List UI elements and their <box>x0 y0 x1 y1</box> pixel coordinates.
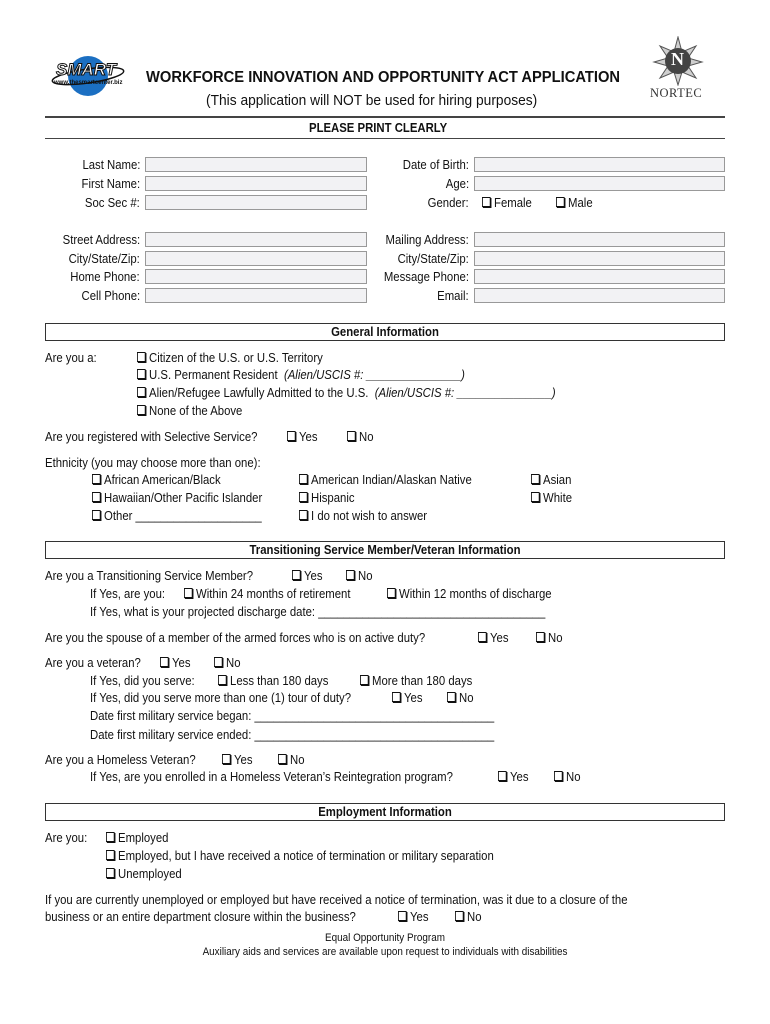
mailing-city-field[interactable] <box>474 251 725 266</box>
checkbox-icon[interactable] <box>455 911 464 921</box>
yes-label: Yes <box>410 909 429 924</box>
eth-asian-option[interactable] <box>531 472 571 488</box>
veteran-info-heading: Transitioning Service Member/Veteran Information <box>249 542 521 557</box>
closure-question-line2: business or an entire department closure within the business? <box>45 909 356 924</box>
eth-no-answer-label: I do not wish to answer <box>311 508 428 523</box>
message-phone-field[interactable] <box>474 269 725 284</box>
page-title: WORKFORCE INNOVATION AND OPPORTUNITY ACT APPLICATION <box>146 69 621 86</box>
smart-logo-url: www.thesmartcenter.biz <box>54 80 123 86</box>
reintegration-no-option[interactable] <box>554 769 581 785</box>
mailing-city-label: City/State/Zip: <box>397 251 469 266</box>
checkbox-icon[interactable] <box>554 771 563 781</box>
divider <box>45 116 725 118</box>
female-label: Female <box>494 195 532 210</box>
checkbox-icon[interactable] <box>299 474 308 484</box>
checkbox-icon[interactable] <box>392 692 401 702</box>
checkbox-icon[interactable] <box>218 675 227 685</box>
eth-no-answer-option[interactable] <box>299 508 427 524</box>
print-notice: PLEASE PRINT CLEARLY <box>309 120 448 135</box>
no-label: No <box>359 429 374 444</box>
nortec-logo-letter: N <box>671 49 684 69</box>
checkbox-icon[interactable] <box>92 474 101 484</box>
checkbox-icon[interactable] <box>531 474 540 484</box>
checkbox-icon[interactable] <box>482 197 491 207</box>
veteran-yes-option[interactable] <box>160 655 191 671</box>
first-name-label: First Name: <box>81 176 140 191</box>
nortec-logo-text: NORTEC <box>650 86 703 100</box>
checkbox-icon[interactable] <box>398 911 407 921</box>
general-info-header <box>45 323 725 341</box>
transitioning-no-option[interactable] <box>346 568 373 584</box>
yes-label: Yes <box>304 568 323 583</box>
eth-hawaiian-option[interactable] <box>92 490 262 506</box>
more-180-label: More than 180 days <box>372 673 473 688</box>
checkbox-icon[interactable] <box>498 771 507 781</box>
yes-label: Yes <box>299 429 318 444</box>
more-180-option[interactable] <box>360 673 472 689</box>
spouse-no-option[interactable] <box>536 630 563 646</box>
yes-label: Yes <box>490 630 509 645</box>
yes-label: Yes <box>172 655 191 670</box>
checkbox-icon[interactable] <box>531 492 540 502</box>
citizen-option[interactable] <box>137 350 323 366</box>
homeless-no-option[interactable] <box>278 752 305 768</box>
male-label: Male <box>568 195 593 210</box>
eth-asian-label: Asian <box>543 472 572 487</box>
street-field[interactable] <box>145 232 367 247</box>
dob-label: Date of Birth: <box>402 157 469 172</box>
checkbox-icon[interactable] <box>536 632 545 642</box>
yes-label: Yes <box>404 690 423 705</box>
yes-label: Yes <box>234 752 253 767</box>
checkbox-icon[interactable] <box>387 588 396 598</box>
eth-hispanic-option[interactable] <box>299 490 355 506</box>
eth-hawaiian-label: Hawaiian/Other Pacific Islander <box>104 490 263 505</box>
eth-african-option[interactable] <box>92 472 221 488</box>
tour-no-option[interactable] <box>447 690 474 706</box>
city-field[interactable] <box>145 251 367 266</box>
service-ended-line[interactable]: Date first military service ended: ______________________________________ <box>90 727 495 742</box>
mailing-field[interactable] <box>474 232 725 247</box>
resident-label: U.S. Permanent Resident <box>149 367 278 382</box>
footer <box>45 931 725 959</box>
age-label: Age: <box>445 176 469 191</box>
checkbox-icon[interactable] <box>222 754 231 764</box>
closure-question-line1: If you are currently unemployed or employed but have received a notice of termination, was it due to a closure of the <box>45 892 628 907</box>
checkbox-icon[interactable] <box>92 492 101 502</box>
checkbox-icon[interactable] <box>347 431 356 441</box>
eth-other-label: Other ____________________ <box>104 508 262 523</box>
checkbox-icon[interactable] <box>346 570 355 580</box>
less-180-option[interactable] <box>218 673 328 689</box>
did-you-serve-label: If Yes, did you serve: <box>90 673 195 688</box>
eth-white-option[interactable] <box>531 490 572 506</box>
veteran-no-option[interactable] <box>214 655 241 671</box>
eth-native-option[interactable] <box>299 472 472 488</box>
checkbox-icon[interactable] <box>137 352 146 362</box>
footer-line2: Auxiliary aids and services are available upon request to individuals with disabilities <box>202 946 568 958</box>
discharge-date-line[interactable]: If Yes, what is your projected discharge date: ____________________________________ <box>90 604 546 619</box>
resident-option[interactable] <box>137 367 465 383</box>
unemployed-option[interactable] <box>106 866 182 882</box>
general-info-heading: General Information <box>331 324 439 339</box>
checkbox-icon[interactable] <box>556 197 565 207</box>
closure-yes-option[interactable] <box>398 909 429 925</box>
checkbox-icon[interactable] <box>299 510 308 520</box>
refugee-option[interactable] <box>137 385 556 401</box>
cell-phone-field[interactable] <box>145 288 367 303</box>
checkbox-icon[interactable] <box>292 570 301 580</box>
refugee-alien-number: (Alien/USCIS #: _______________) <box>374 385 556 400</box>
gender-female-option[interactable] <box>482 195 532 211</box>
no-label: No <box>566 769 581 784</box>
spouse-question: Are you the spouse of a member of the armed forces who is on active duty? <box>45 630 426 645</box>
checkbox-icon[interactable] <box>478 632 487 642</box>
checkbox-icon[interactable] <box>287 431 296 441</box>
employed-notice-label: Employed, but I have received a notice of termination or military separation <box>118 848 494 863</box>
email-label: Email: <box>437 288 469 303</box>
checkbox-icon[interactable] <box>137 405 146 415</box>
service-began-line[interactable]: Date first military service began: ______________________________________ <box>90 708 495 723</box>
eth-white-label: White <box>543 490 573 505</box>
checkbox-icon[interactable] <box>447 692 456 702</box>
soc-sec-label: Soc Sec #: <box>85 195 140 210</box>
checkbox-icon[interactable] <box>360 675 369 685</box>
checkbox-icon[interactable] <box>106 832 115 842</box>
selective-service-question: Are you registered with Selective Service? <box>45 429 258 444</box>
checkbox-icon[interactable] <box>106 850 115 860</box>
none-label: None of the Above <box>149 403 243 418</box>
email-field[interactable] <box>474 288 725 303</box>
mailing-label: Mailing Address: <box>385 232 469 247</box>
employment-info-heading: Employment Information <box>318 804 452 819</box>
no-label: No <box>467 909 482 924</box>
checkbox-icon[interactable] <box>214 657 223 667</box>
within-24-option[interactable] <box>184 586 350 602</box>
unemployed-label: Unemployed <box>118 866 182 881</box>
message-phone-label: Message Phone: <box>383 269 469 284</box>
employment-info-header <box>45 803 725 821</box>
no-label: No <box>358 568 373 583</box>
refugee-label: Alien/Refugee Lawfully Admitted to the U.S. <box>149 385 369 400</box>
resident-alien-number: (Alien/USCIS #: _______________) <box>283 367 465 382</box>
reintegration-yes-option[interactable] <box>498 769 529 785</box>
transitioning-yes-option[interactable] <box>292 568 323 584</box>
homeless-yes-option[interactable] <box>222 752 253 768</box>
eth-other-option[interactable] <box>92 508 262 524</box>
first-name-field[interactable] <box>145 176 367 191</box>
employed-notice-option[interactable] <box>106 848 494 864</box>
checkbox-icon[interactable] <box>278 754 287 764</box>
checkbox-icon[interactable] <box>92 510 101 520</box>
city-label: City/State/Zip: <box>68 251 140 266</box>
employment-are-you-label: Are you: <box>45 830 88 845</box>
less-180-label: Less than 180 days <box>230 673 329 688</box>
age-field[interactable] <box>474 176 725 191</box>
if-yes-are-you-label: If Yes, are you: <box>90 586 166 601</box>
homeless-question: Are you a Homeless Veteran? <box>45 752 196 767</box>
home-phone-field[interactable] <box>145 269 367 284</box>
soc-sec-field[interactable] <box>145 195 367 210</box>
citizen-label: Citizen of the U.S. or U.S. Territory <box>149 350 323 365</box>
within-12-label: Within 12 months of discharge <box>399 586 552 601</box>
no-label: No <box>226 655 241 670</box>
transitioning-question: Are you a Transitioning Service Member? <box>45 568 254 583</box>
footer-line1: Equal Opportunity Program <box>325 932 445 944</box>
divider <box>45 138 725 139</box>
home-phone-label: Home Phone: <box>70 269 140 284</box>
no-label: No <box>459 690 474 705</box>
eth-native-label: American Indian/Alaskan Native <box>311 472 472 487</box>
checkbox-icon[interactable] <box>184 588 193 598</box>
checkbox-icon[interactable] <box>106 868 115 878</box>
tour-yes-option[interactable] <box>392 690 423 706</box>
smart-logo <box>50 52 128 98</box>
smart-logo-text: SMART <box>56 60 117 79</box>
reintegration-question: If Yes, are you enrolled in a Homeless Veteran’s Reintegration program? <box>90 769 453 784</box>
veteran-question: Are you a veteran? <box>45 655 141 670</box>
employed-label: Employed <box>118 830 169 845</box>
cell-phone-label: Cell Phone: <box>81 288 140 303</box>
checkbox-icon[interactable] <box>137 369 146 379</box>
eth-hispanic-label: Hispanic <box>311 490 355 505</box>
dob-field[interactable] <box>474 157 725 172</box>
are-you-a-label: Are you a: <box>45 350 97 365</box>
checkbox-icon[interactable] <box>299 492 308 502</box>
ethnicity-label: Ethnicity (you may choose more than one): <box>45 455 261 470</box>
checkbox-icon[interactable] <box>137 387 146 397</box>
yes-label: Yes <box>510 769 529 784</box>
closure-no-option[interactable] <box>455 909 482 925</box>
eth-african-label: African American/Black <box>104 472 221 487</box>
more-than-one-tour-question: If Yes, did you serve more than one (1) tour of duty? <box>90 690 352 705</box>
selective-no-option[interactable] <box>347 429 374 445</box>
spouse-yes-option[interactable] <box>478 630 509 646</box>
nortec-logo <box>648 36 708 102</box>
within-12-option[interactable] <box>387 586 552 602</box>
street-label: Street Address: <box>62 232 140 247</box>
gender-label: Gender: <box>428 195 469 210</box>
veteran-info-header <box>45 541 725 559</box>
last-name-label: Last Name: <box>82 157 140 172</box>
within-24-label: Within 24 months of retirement <box>196 586 351 601</box>
no-label: No <box>548 630 563 645</box>
gender-male-option[interactable] <box>556 195 593 211</box>
none-option[interactable] <box>137 403 242 419</box>
checkbox-icon[interactable] <box>160 657 169 667</box>
employed-option[interactable] <box>106 830 168 846</box>
selective-yes-option[interactable] <box>287 429 318 445</box>
no-label: No <box>290 752 305 767</box>
page-subtitle: (This application will NOT be used for hiring purposes) <box>206 93 538 109</box>
last-name-field[interactable] <box>145 157 367 172</box>
